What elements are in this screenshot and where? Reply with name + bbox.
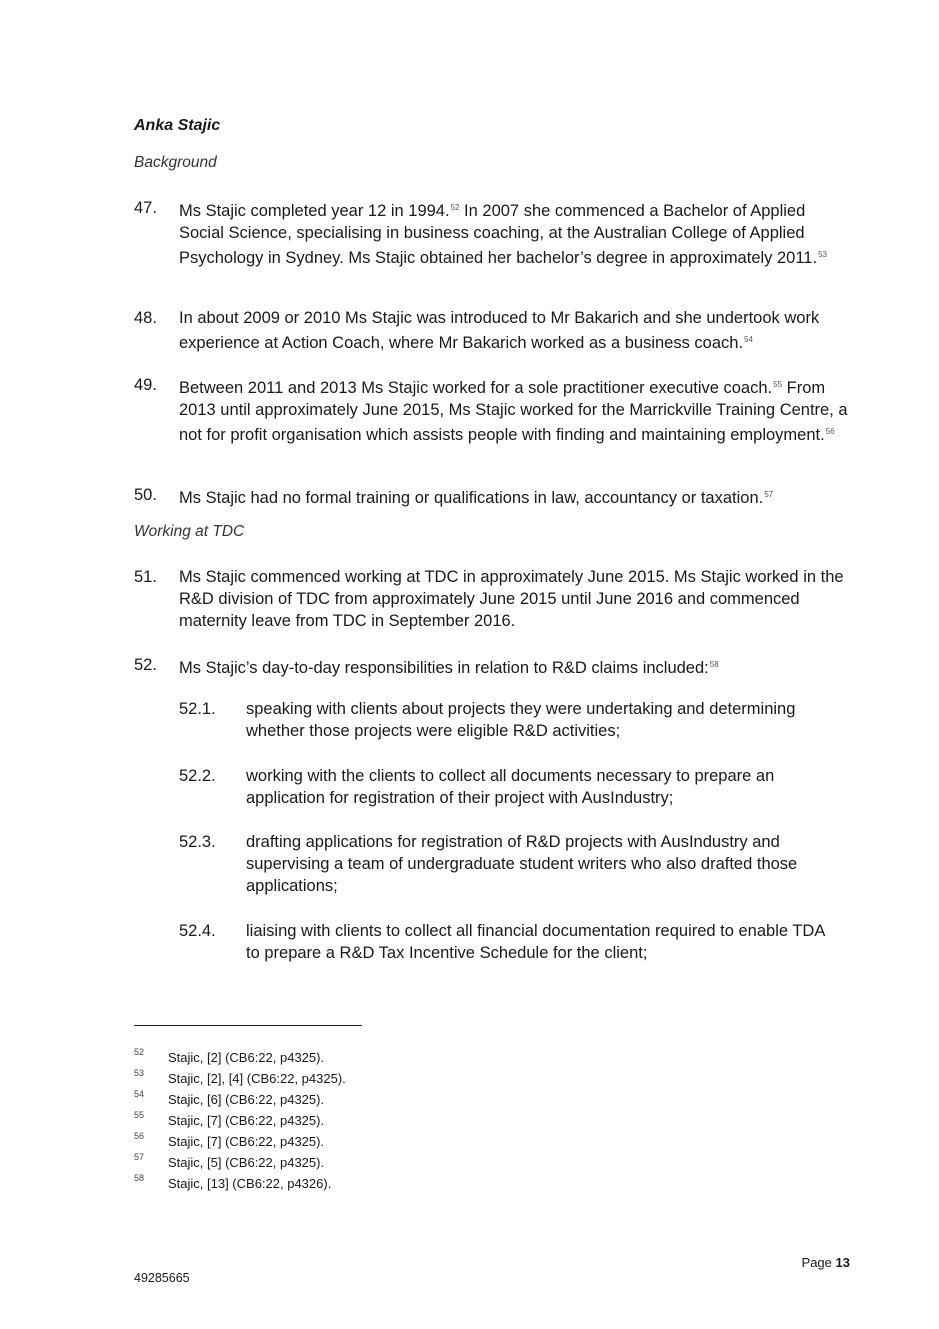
paragraph-number: 50.	[134, 486, 157, 504]
footnote	[134, 1068, 534, 1089]
footnote-number: 56	[134, 1131, 145, 1141]
paragraph-text	[179, 484, 854, 509]
paragraph-text	[179, 307, 854, 354]
subparagraph-text: speaking with clients about projects they were undertaking and determining whether those projects were eligible R&D activities;	[246, 700, 796, 741]
subparagraph-52-2	[179, 765, 839, 809]
footnote-reference[interactable]: 53	[818, 250, 827, 260]
paragraph-text-run: Ms Stajic commenced working at TDC in approximately June 2015. Ms Stajic worked in the R&D division of TDC from approximately June 2015 until June 2016 and commenced maternity leave from TDC in September 2016.	[179, 568, 844, 631]
subparagraph-text: drafting applications for registration of R&D projects with AusIndustry and supervising a team of undergraduate student writers who also drafted those applications;	[246, 833, 798, 896]
footnote	[134, 1047, 534, 1068]
paragraph-text-run: In about 2009 or 2010 Ms Stajic was introduced to Mr Bakarich and she undertook work experience at Action Coach, where Mr Bakarich worked as a business coach.	[179, 309, 820, 353]
footnote-reference[interactable]: 58	[709, 660, 719, 669]
footnote-separator	[134, 1025, 362, 1026]
subparagraph-text: working with the clients to collect all documents necessary to prepare an application for registration of their project with AusIndustry;	[246, 767, 775, 808]
subparagraph-number: 52.1.	[179, 700, 216, 718]
paragraph-number: 48.	[134, 309, 157, 327]
footnote-number: 55	[134, 1110, 145, 1120]
paragraph-47	[134, 197, 854, 270]
paragraph-51	[134, 566, 854, 633]
paragraph-49	[134, 374, 854, 447]
footnote	[134, 1152, 534, 1173]
paragraph-50	[134, 484, 854, 509]
paragraph-52	[134, 654, 854, 679]
paragraph-text-run: From 2013 until approximately June 2015, Ms Stajic worked for the Marrickville Training Centre, a not for profit organisation which assists people with finding and maintaining employment.	[179, 379, 848, 445]
subparagraph-52-1	[179, 698, 839, 742]
paragraph-text	[179, 654, 854, 679]
paragraph-number: 49.	[134, 376, 157, 394]
paragraph-text-run: Ms Stajic’s day-to-day responsibilities in relation to R&D claims included:	[179, 659, 709, 677]
subparagraph-number: 52.4.	[179, 922, 216, 940]
subparagraph-text: liaising with clients to collect all financial documentation required to enable TDA to prepare a R&D Tax Incentive Schedule for the client;	[246, 922, 825, 963]
footnote-text: Stajic, [5] (CB6:22, p4325).	[168, 1155, 325, 1170]
footnote-number: 52	[134, 1047, 145, 1057]
page-number	[802, 1255, 850, 1270]
footnote-text: Stajic, [7] (CB6:22, p4325).	[168, 1134, 325, 1149]
paragraph-number: 51.	[134, 568, 157, 586]
paragraph-48	[134, 307, 854, 354]
paragraph-text	[179, 197, 854, 270]
paragraph-number: 52.	[134, 656, 157, 674]
page-label: Page	[801, 1255, 832, 1270]
footnote	[134, 1131, 534, 1152]
footnote-number: 58	[134, 1173, 145, 1183]
document-id: 49285665	[134, 1271, 190, 1285]
footnote-text: Stajic, [2] (CB6:22, p4325).	[168, 1050, 325, 1065]
footnote	[134, 1089, 534, 1110]
footnote-number: 57	[134, 1152, 145, 1162]
footnote-text: Stajic, [13] (CB6:22, p4326).	[168, 1176, 332, 1191]
section-heading-background: Background	[134, 154, 217, 171]
page-number-value: 13	[835, 1255, 850, 1270]
person-heading: Anka Stajic	[134, 117, 221, 134]
paragraph-text-run: Ms Stajic completed year 12 in 1994.	[179, 202, 450, 220]
subparagraph-number: 52.3.	[179, 833, 216, 851]
subparagraph-52-3	[179, 831, 839, 898]
paragraph-text	[179, 566, 854, 633]
subparagraph-52-4	[179, 920, 839, 964]
footnote-text: Stajic, [6] (CB6:22, p4325).	[168, 1092, 325, 1107]
footnote-number: 53	[134, 1068, 145, 1078]
section-heading-working: Working at TDC	[134, 523, 245, 540]
footnote-reference[interactable]: 57	[764, 490, 774, 499]
footnote-number: 54	[134, 1089, 145, 1099]
paragraph-text-run: Between 2011 and 2013 Ms Stajic worked for a sole practitioner executive coach.	[179, 379, 773, 397]
footnote	[134, 1110, 534, 1131]
paragraph-text-run: Ms Stajic had no formal training or qualifications in law, accountancy or taxation.	[179, 489, 764, 507]
paragraph-number: 47.	[134, 199, 157, 217]
footnote-reference[interactable]: 52	[450, 203, 460, 212]
subparagraph-number: 52.2.	[179, 767, 216, 785]
footnote-text: Stajic, [2], [4] (CB6:22, p4325).	[168, 1071, 346, 1086]
paragraph-text-run: In 2007 she commenced a Bachelor of Applied Social Science, specialising in business coaching, at the Australian College of Applied Psychology in Sydney. Ms Stajic obtained her bachelor’s degree in approximately 2011.	[179, 202, 818, 268]
footnote-text: Stajic, [7] (CB6:22, p4325).	[168, 1113, 325, 1128]
paragraph-text	[179, 374, 854, 447]
footnote-reference[interactable]: 55	[773, 380, 783, 389]
footnote-reference[interactable]: 56	[825, 427, 835, 437]
footnote	[134, 1173, 534, 1194]
footnote-reference[interactable]: 54	[744, 335, 753, 345]
